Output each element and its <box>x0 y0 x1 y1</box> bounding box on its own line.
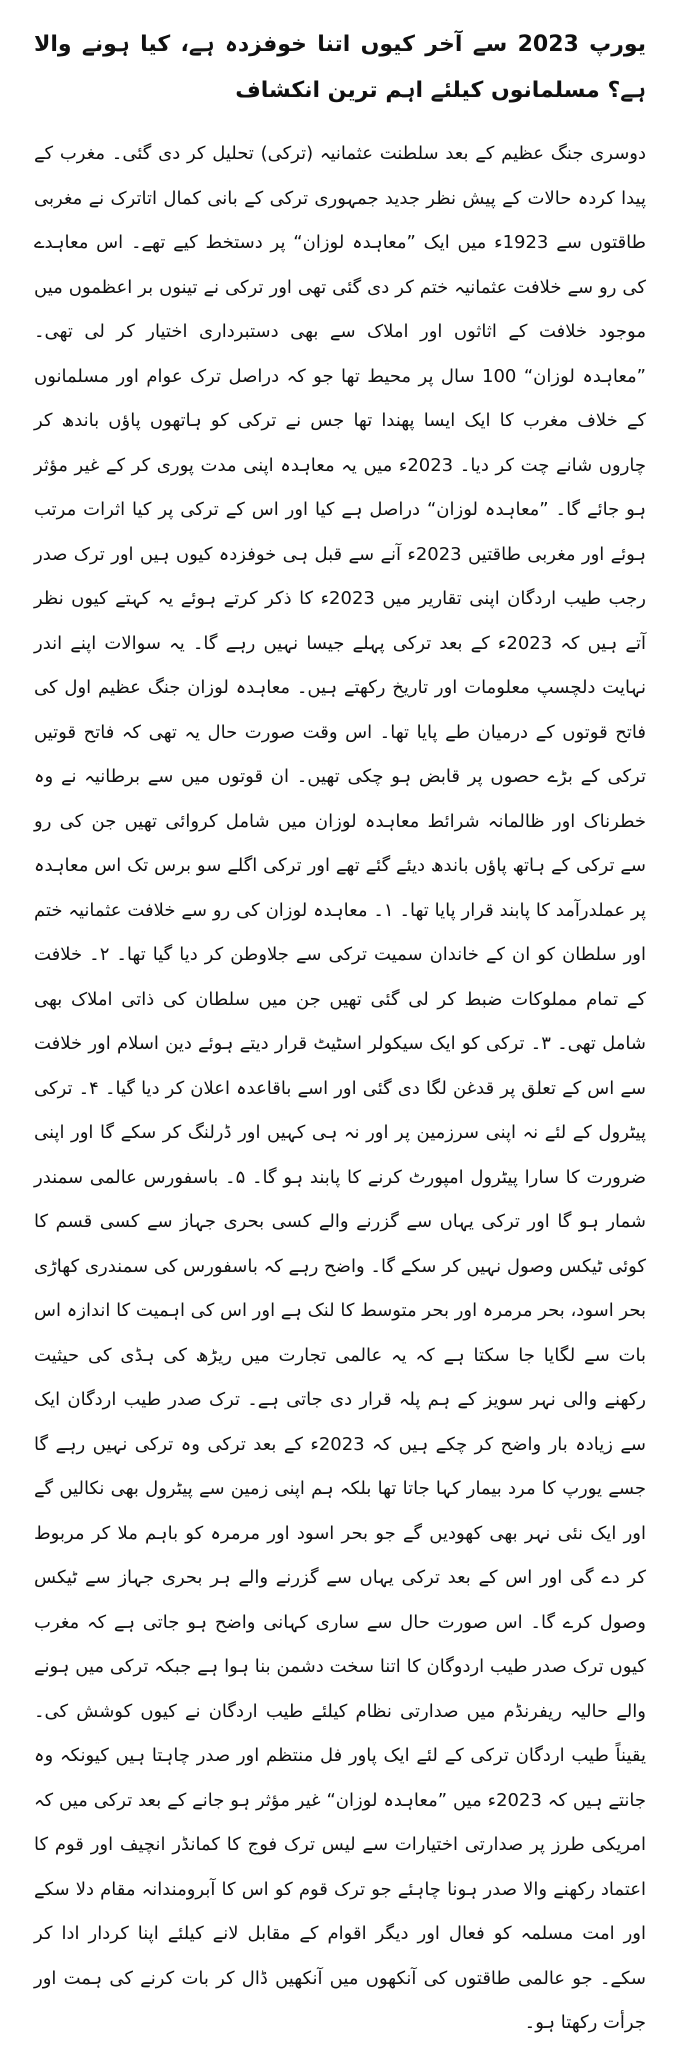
article-body: دوسری جنگ عظیم کے بعد سلطنت عثمانیہ (ترکی) تحلیل کر دی گئی۔ مغرب کے پیدا کردہ حالات کے پیش نظر جدید جمہوری ترکی کے بانی کمال اتاترک نے مغربی طاقتوں سے 1923ء میں ایک ”معاہدہ لوزان“ پر دستخط کیے تھے۔ اس معاہدے کی رو سے خلافت عثمانیہ ختم کر دی گئی تھی اور ترکی نے تینوں بر اعظموں میں موجود خلافت کے اثاثوں اور املاک سے بھی دستبرداری اختیار کر لی تھی۔ ”معاہدہ لوزان“ 100 سال پر محیط تھا جو کہ دراصل ترک عوام اور مسلمانوں کے خلاف مغرب کا ایک ایسا پھندا تھا جس نے ترکی کو ہاتھوں پاؤں باندھ کر چاروں شانے چت کر دیا۔ 2023ء میں یہ معاہدہ اپنی مدت پوری کر کے غیر مؤثر ہو جائے گا۔ ”معاہدہ لوزان“ دراصل ہے کیا اور اس کے ترکی پر کیا اثرات مرتب ہوئے اور مغربی طاقتیں 2023ء آنے سے قبل ہی خوفزدہ کیوں ہیں اور ترک صدر رجب طیب اردگان اپنی تقاریر میں 2023ء کا ذکر کرتے ہوئے یہ کہتے کیوں نظر آتے ہیں کہ 2023ء کے بعد ترکی پہلے جیسا نہیں رہے گا۔ یہ سوالات اپنے اندر نہایت دلچسپ معلومات اور تاریخ رکھتے ہیں۔ معاہدہ لوزان جنگ عظیم اول کی فاتح قوتوں کے درمیان طے پایا تھا۔ اس وقت صورت حال یہ تھی کہ فاتح قوتیں ترکی کے بڑے حصوں پر قابض ہو چکی تھیں۔ ان قوتوں میں سے برطانیہ نے وہ خطرناک اور ظالمانہ شرائط معاہدہ لوزان میں شامل کروائی تھیں جن کی رو سے ترکی کے ہاتھ پاؤں باندھ دیئے گئے تھے اور ترکی اگلے سو برس تک اس معاہدہ پر عملدرآمد کا پابند قرار پایا تھا۔ ۱۔ معاہدہ لوزان کی رو سے خلافت عثمانیہ ختم اور سلطان کو ان کے خاندان سمیت ترکی سے جلاوطن کر دیا گیا تھا۔ ۲۔ خلافت کے تمام مملوکات ضبط کر لی گئی تھیں جن میں سلطان کی ذاتی املاک بھی شامل تھی۔ ۳۔ ترکی کو ایک سیکولر اسٹیٹ قرار دیتے ہوئے دین اسلام اور خلافت سے اس کے تعلق پر قدغن لگا دی گئی اور اسے باقاعدہ اعلان کر دیا گیا۔ ۴۔ ترکی پیٹرول کے لئے نہ اپنی سرزمین پر اور نہ ہی کہیں اور ڈرلنگ کر سکے گا اور اپنی ضرورت کا سارا پیٹرول امپورٹ کرنے کا پابند ہو گا۔ ۵۔ باسفورس عالمی سمندر شمار ہو گا اور ترکی یہاں سے گزرنے والے کسی بحری جہاز سے کسی قسم کا کوئی ٹیکس وصول نہیں کر سکے گا۔ واضح رہے کہ باسفورس کی سمندری کھاڑی بحر اسود، بحر مرمرہ اور بحر متوسط کا لنک ہے اور اس کی اہمیت کا اندازہ اس بات سے لگایا جا سکتا ہے کہ یہ عالمی تجارت میں ریڑھ کی ہڈی کی حیثیت رکھنے والی نہر سویز کے ہم پلہ قرار دی جاتی ہے۔ ترک صدر طیب اردگان ایک سے زیادہ بار واضح کر چکے ہیں کہ 2023ء کے بعد ترکی وہ ترکی نہیں رہے گا جسے یورپ کا مرد بیمار کہا جاتا تھا بلکہ ہم اپنی زمین سے پیٹرول بھی نکالیں گے اور ایک نئی نہر بھی کھودیں گے جو بحر اسود اور مرمرہ کو باہم ملا کر مربوط کر دے گی اور اس کے بعد ترکی یہاں سے گزرنے والے ہر بحری جہاز سے ٹیکس وصول کرے گا۔ اس صورت حال سے ساری کہانی واضح ہو جاتی ہے کہ مغرب کیوں ترک صدر طیب اردوگان کا اتنا سخت دشمن بنا ہوا ہے جبکہ ترکی میں ہونے والے حالیہ ریفرنڈم میں صدارتی نظام کیلئے طیب اردگان نے کیوں کوشش کی۔ یقیناً طیب اردگان ترکی کے لئے ایک پاور فل منتظم اور صدر چاہتا ہیں کیونکہ وہ جانتے ہیں کہ 2023ء میں ”معاہدہ لوزان“ غیر مؤثر ہو جانے کے بعد ترکی میں کہ امریکی طرز پر صدارتی اختیارات سے لیس ترک فوج کا کمانڈر انچیف اور قوم کا اعتماد رکھنے والا صدر ہونا چاہئے جو ترک قوم کو اس کا آبرومندانہ مقام دلا سکے اور امت مسلمہ کو فعال اور دیگر اقوام کے مقابل لانے کیلئے اپنا کردار ادا کر سکے۔ جو عالمی طاقتوں کی آنکھوں میں آنکھیں ڈال کر بات کرنے کی ہمت اور جرأت رکھتا ہو۔ <box>34 143 647 2033</box>
article-headline: یورپ 2023 سے آخر کیوں اتنا خوفزدہ ہے، کیا ہونے والا ہے؟ مسلمانوں کیلئے اہم ترین انکشاف <box>34 32 646 103</box>
